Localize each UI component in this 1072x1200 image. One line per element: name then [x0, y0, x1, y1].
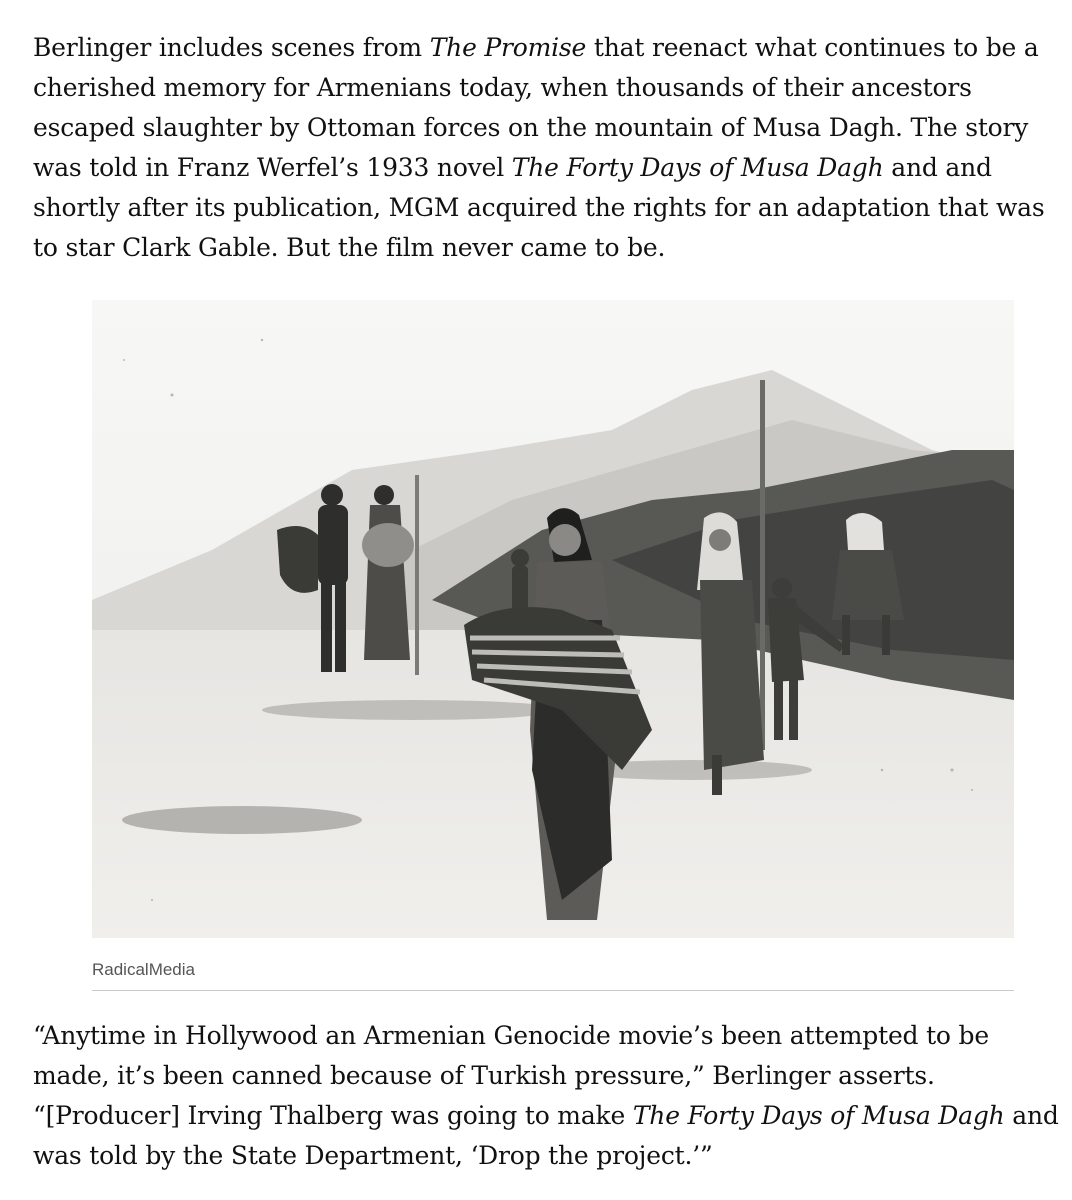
text-span: and was told by the State Department, ‘Drop the project.’”	[33, 1101, 1059, 1170]
novel-title: The Forty Days of Musa Dagh	[632, 1101, 1005, 1130]
paragraph-quote	[33, 1016, 1063, 1176]
historical-photo	[92, 300, 1014, 938]
paragraph-intro	[33, 28, 1063, 268]
text-span: and and shortly after its publication, MGM acquired the rights for an adaptation that was to star Clark Gable. But the film never came to be.	[33, 153, 1045, 262]
film-title-the-promise: The Promise	[429, 33, 587, 62]
photo-credit-caption: RadicalMedia	[92, 958, 1014, 991]
text-span: Berlinger includes scenes from	[33, 33, 430, 62]
article-figure	[92, 300, 1014, 938]
text-span: that reenact what continues to be a cherished memory for Armenians today, when thousands of their ancestors escaped slaughter by Ottoman forces on the mountain of Musa Dagh. The story was told in Franz Werfel’s 1933 novel	[33, 33, 1039, 182]
text-span: “Anytime in Hollywood an Armenian Genocide movie’s been attempted to be made, it’s been canned because of Turkish pressure,” Berlinger asserts. “[Producer] Irving Thalberg was going to make	[33, 1021, 989, 1130]
novel-title: The Forty Days of Musa Dagh	[511, 153, 884, 182]
